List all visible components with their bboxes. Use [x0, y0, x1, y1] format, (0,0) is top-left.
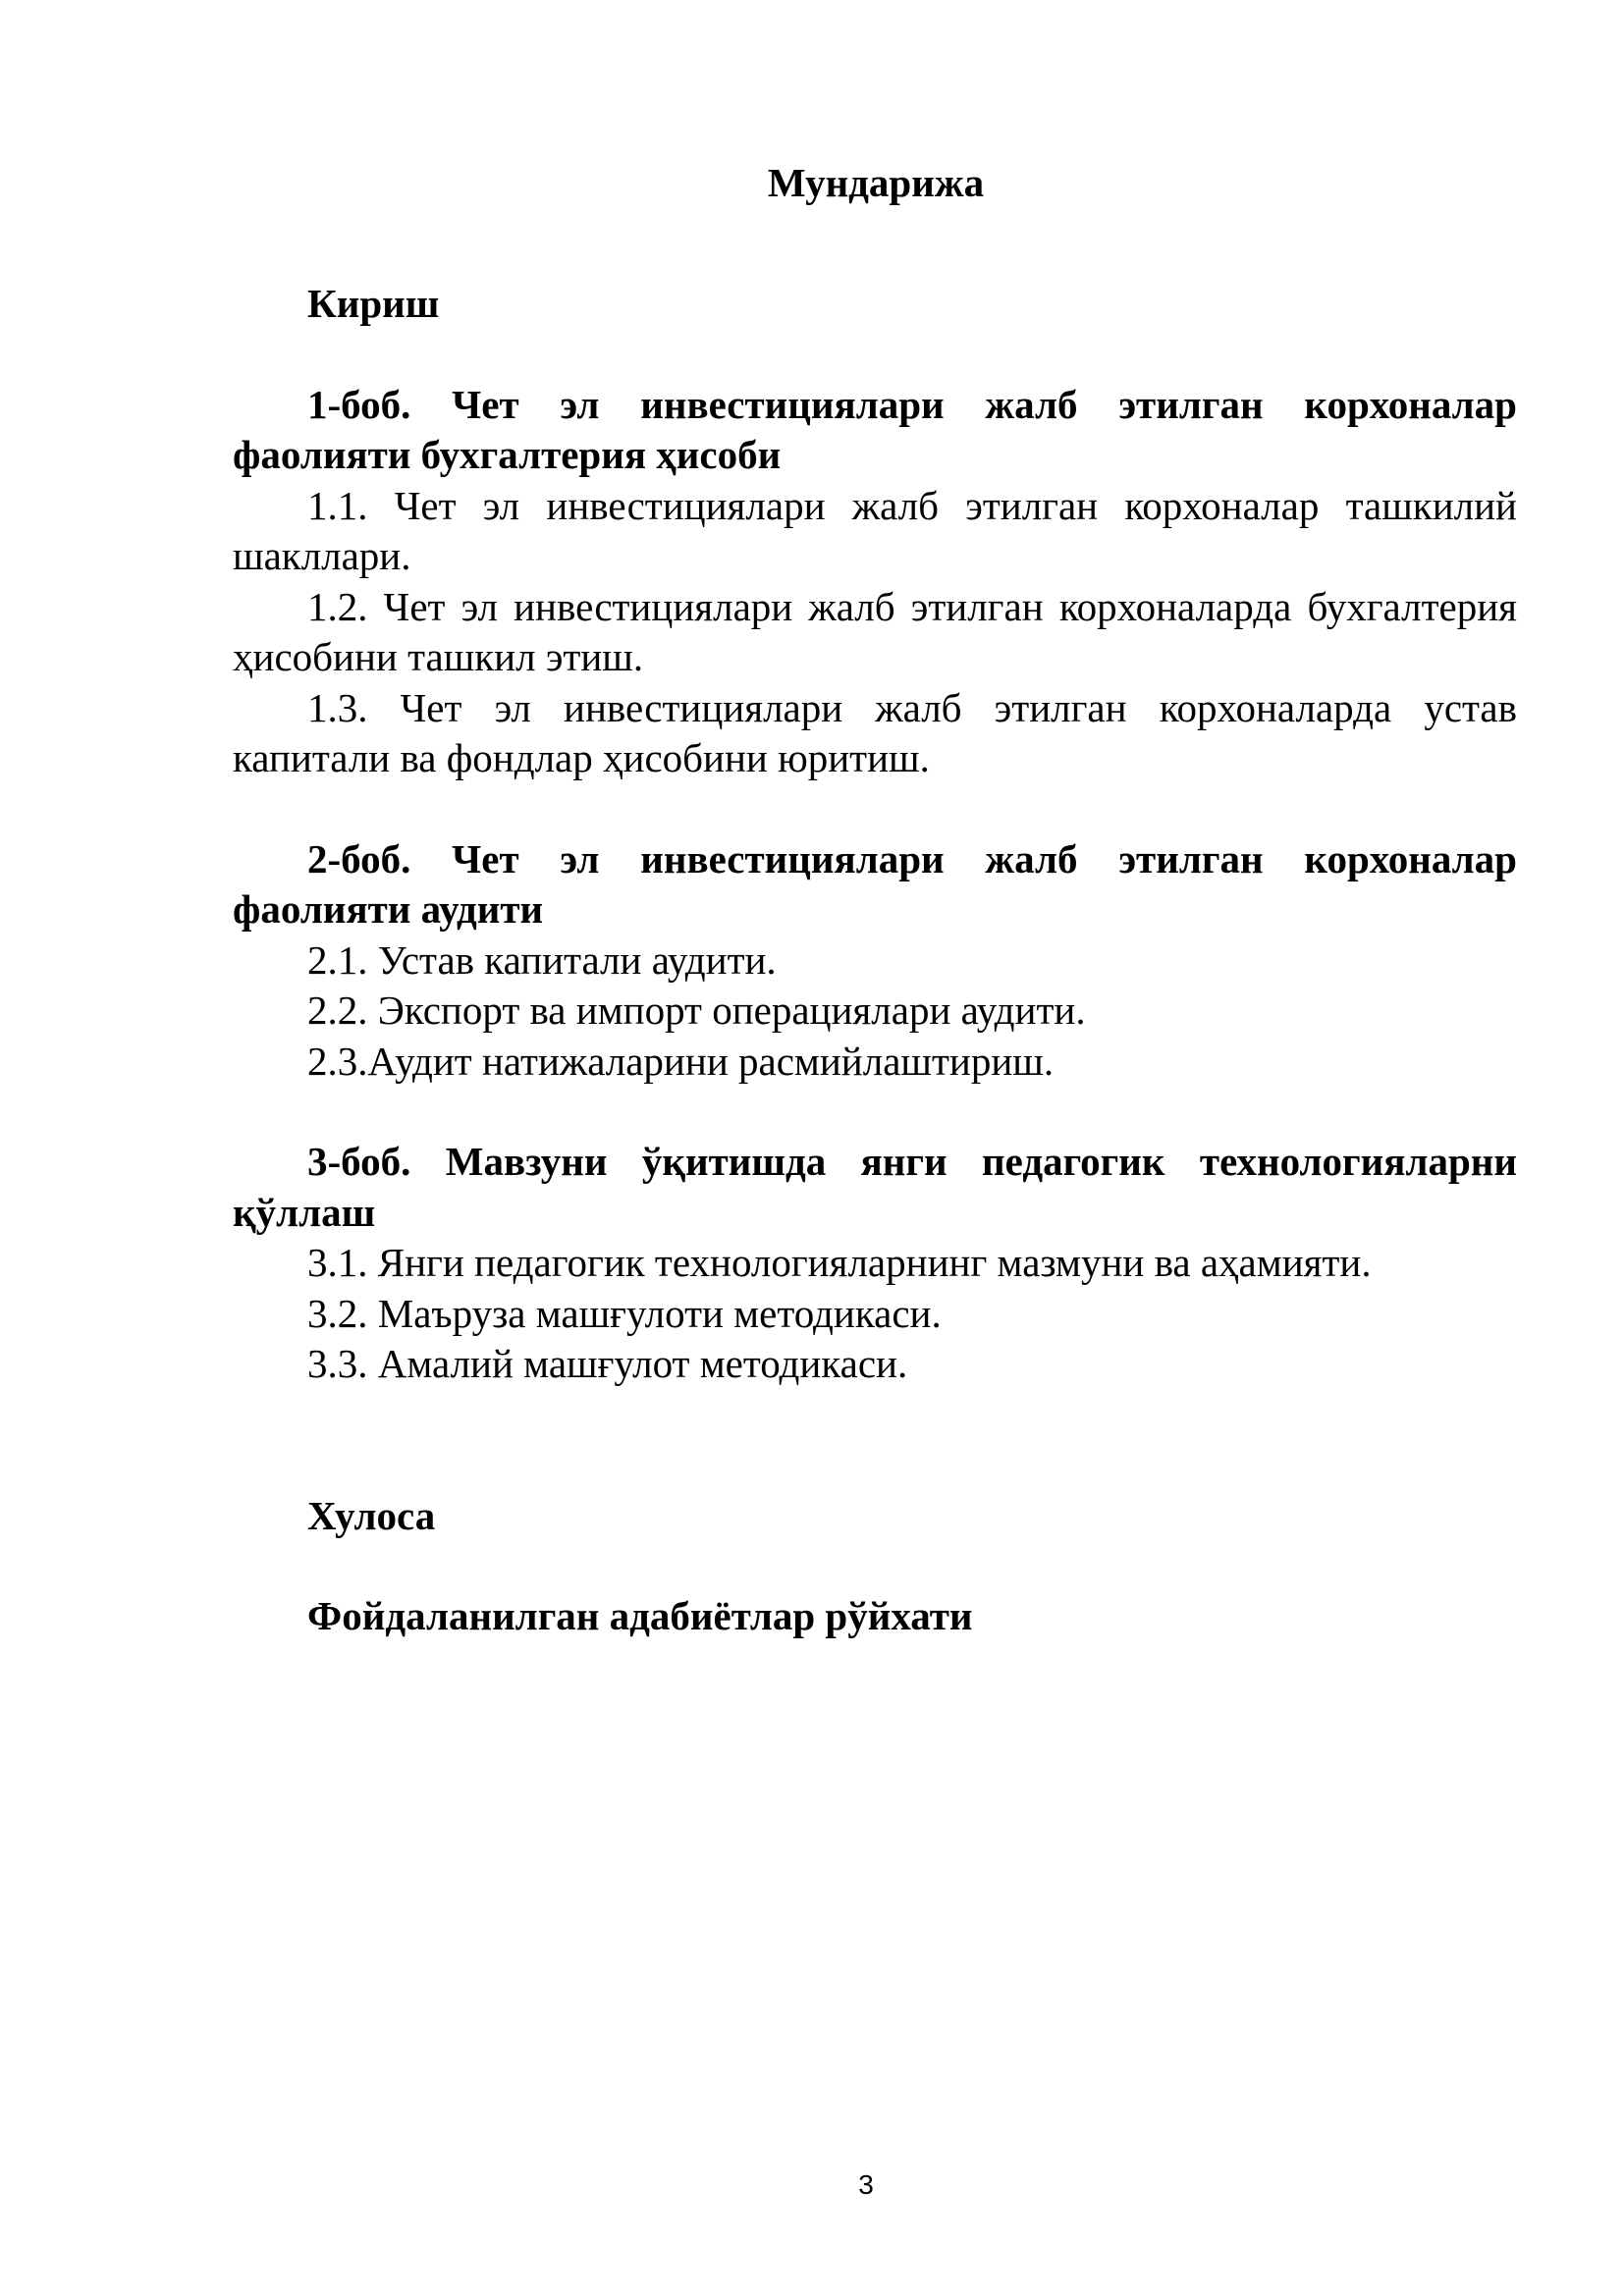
table-of-contents	[233, 279, 1517, 1642]
toc-references: Фойдаланилган адабиётлар рўйхати	[307, 1593, 973, 1638]
toc-section-2-3: 2.3.Аудит натижаларини расмийлаштириш.	[307, 1038, 1055, 1084]
toc-section-1-3: 1.3. Чет эл инвестициялари жалб этилган корхоналарда устав капитали ва фондлар ҳисобини юритиш.	[233, 684, 1517, 780]
toc-section-3-2: 3.2. Маъруза машғулоти методикаси.	[307, 1290, 942, 1336]
toc-section-2-1: 2.1. Устав капитали аудити.	[307, 936, 777, 983]
page-number: 3	[858, 2169, 874, 2200]
toc-section-1-2: 1.2. Чет эл инвестициялари жалб этилган корхоналарда бухгалтерия ҳисобини ташкил этиш.	[233, 583, 1517, 679]
toc-chapter-1-heading: 1-боб. Чет эл инвестициялари жалб этилган корхоналар фаолияти бухгалтерия ҳисоби	[233, 381, 1517, 477]
toc-intro: Кириш	[307, 281, 440, 326]
toc-conclusion: Хулоса	[307, 1492, 436, 1538]
toc-section-3-1: 3.1. Янги педагогик технологияларнинг мазмуни ва аҳамияти.	[307, 1240, 1372, 1285]
toc-section-1-1: 1.1. Чет эл инвестициялари жалб этилган корхоналар ташкилий шакллари.	[233, 482, 1517, 578]
toc-section-2-2: 2.2. Экспорт ва импорт операциялари аудити.	[307, 988, 1086, 1033]
toc-chapter-3-heading: 3-боб. Мавзуни ўқитишда янги педагогик технологияларни қўллаш	[233, 1139, 1517, 1235]
toc-section-3-3: 3.3. Амалий машғулот методикаси.	[307, 1341, 908, 1386]
toc-chapter-2-heading: 2-боб. Чет эл инвестициялари жалб этилган корхоналар фаолияти аудити	[233, 835, 1517, 932]
page-title: Мундарижа	[767, 160, 985, 205]
